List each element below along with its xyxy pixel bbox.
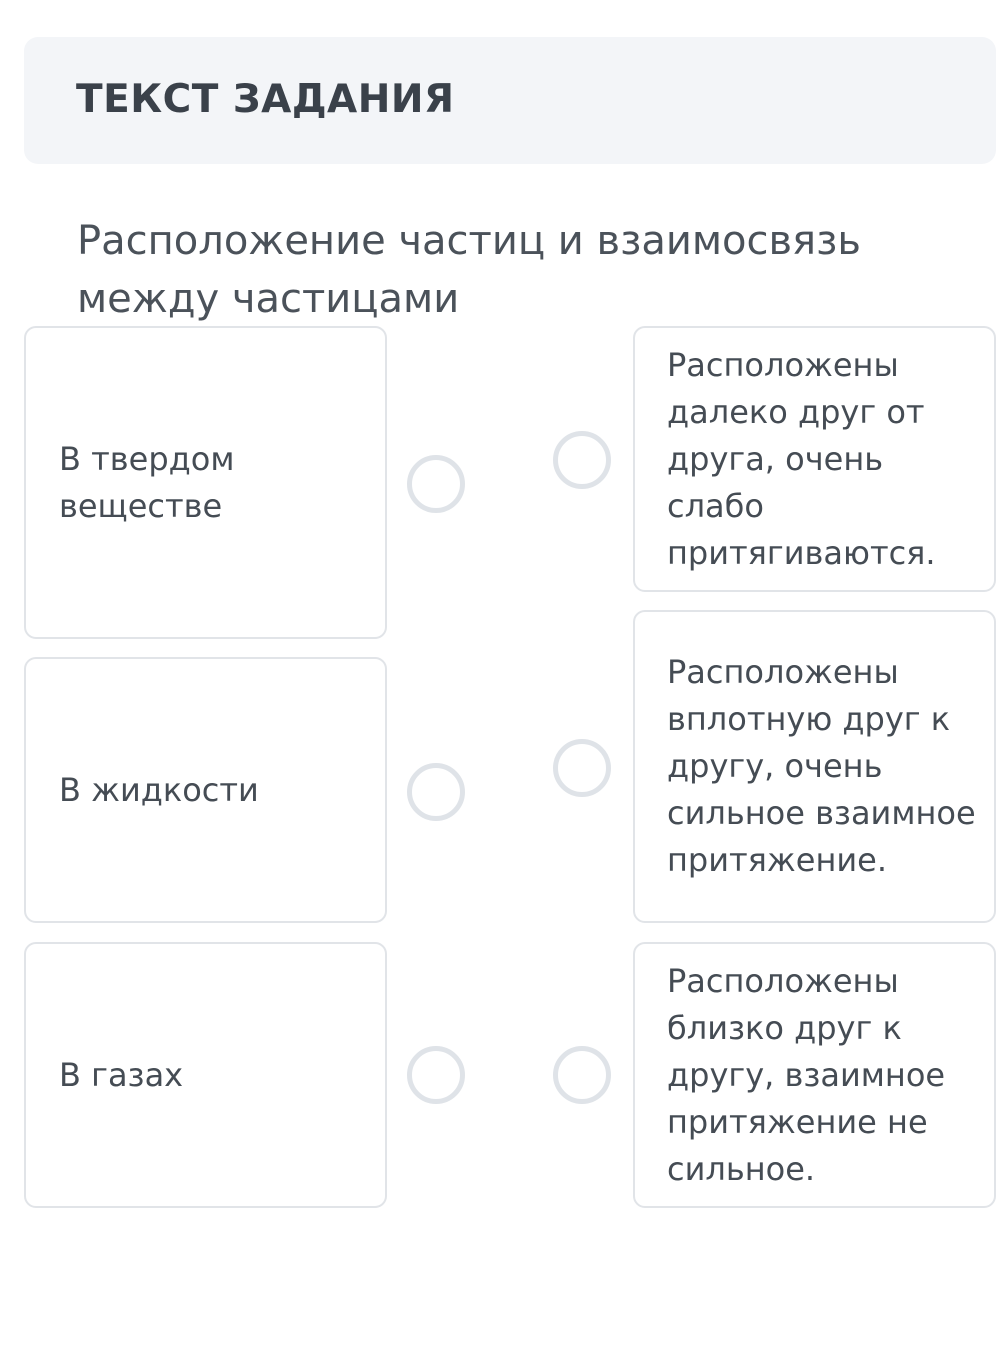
right-connector-3[interactable] — [553, 1046, 611, 1104]
right-connector-1[interactable] — [553, 431, 611, 489]
right-item-label: Расположены вплотную друг к другу, очень сильное взаимное притяжение. — [667, 653, 976, 879]
left-item-label: В жидкости — [59, 770, 259, 809]
header-title: ТЕКСТ ЗАДАНИЯ — [76, 77, 455, 122]
right-item-label: Расположены близко друг к другу, взаимное притяжение не сильное. — [667, 961, 946, 1188]
left-item-gas[interactable] — [24, 942, 387, 1208]
left-connector-2[interactable] — [407, 763, 465, 821]
left-connector-3[interactable] — [407, 1046, 465, 1104]
left-connector-1[interactable] — [407, 455, 465, 513]
right-connector-2[interactable] — [553, 739, 611, 797]
right-item-label: Расположены далеко друг от друга, очень слабо притягиваются. — [667, 345, 936, 572]
right-item-far-apart[interactable] — [633, 326, 996, 592]
left-item-label: В твердом веществе — [59, 439, 235, 525]
left-item-liquid[interactable] — [24, 657, 387, 923]
right-item-close[interactable] — [633, 942, 996, 1208]
question-text: Расположение частиц и взаимосвязь между частицами — [77, 218, 861, 322]
task-header — [24, 37, 996, 164]
right-item-tightly-packed[interactable] — [633, 610, 996, 923]
left-item-solid[interactable] — [24, 326, 387, 639]
left-item-label: В газах — [59, 1055, 184, 1094]
